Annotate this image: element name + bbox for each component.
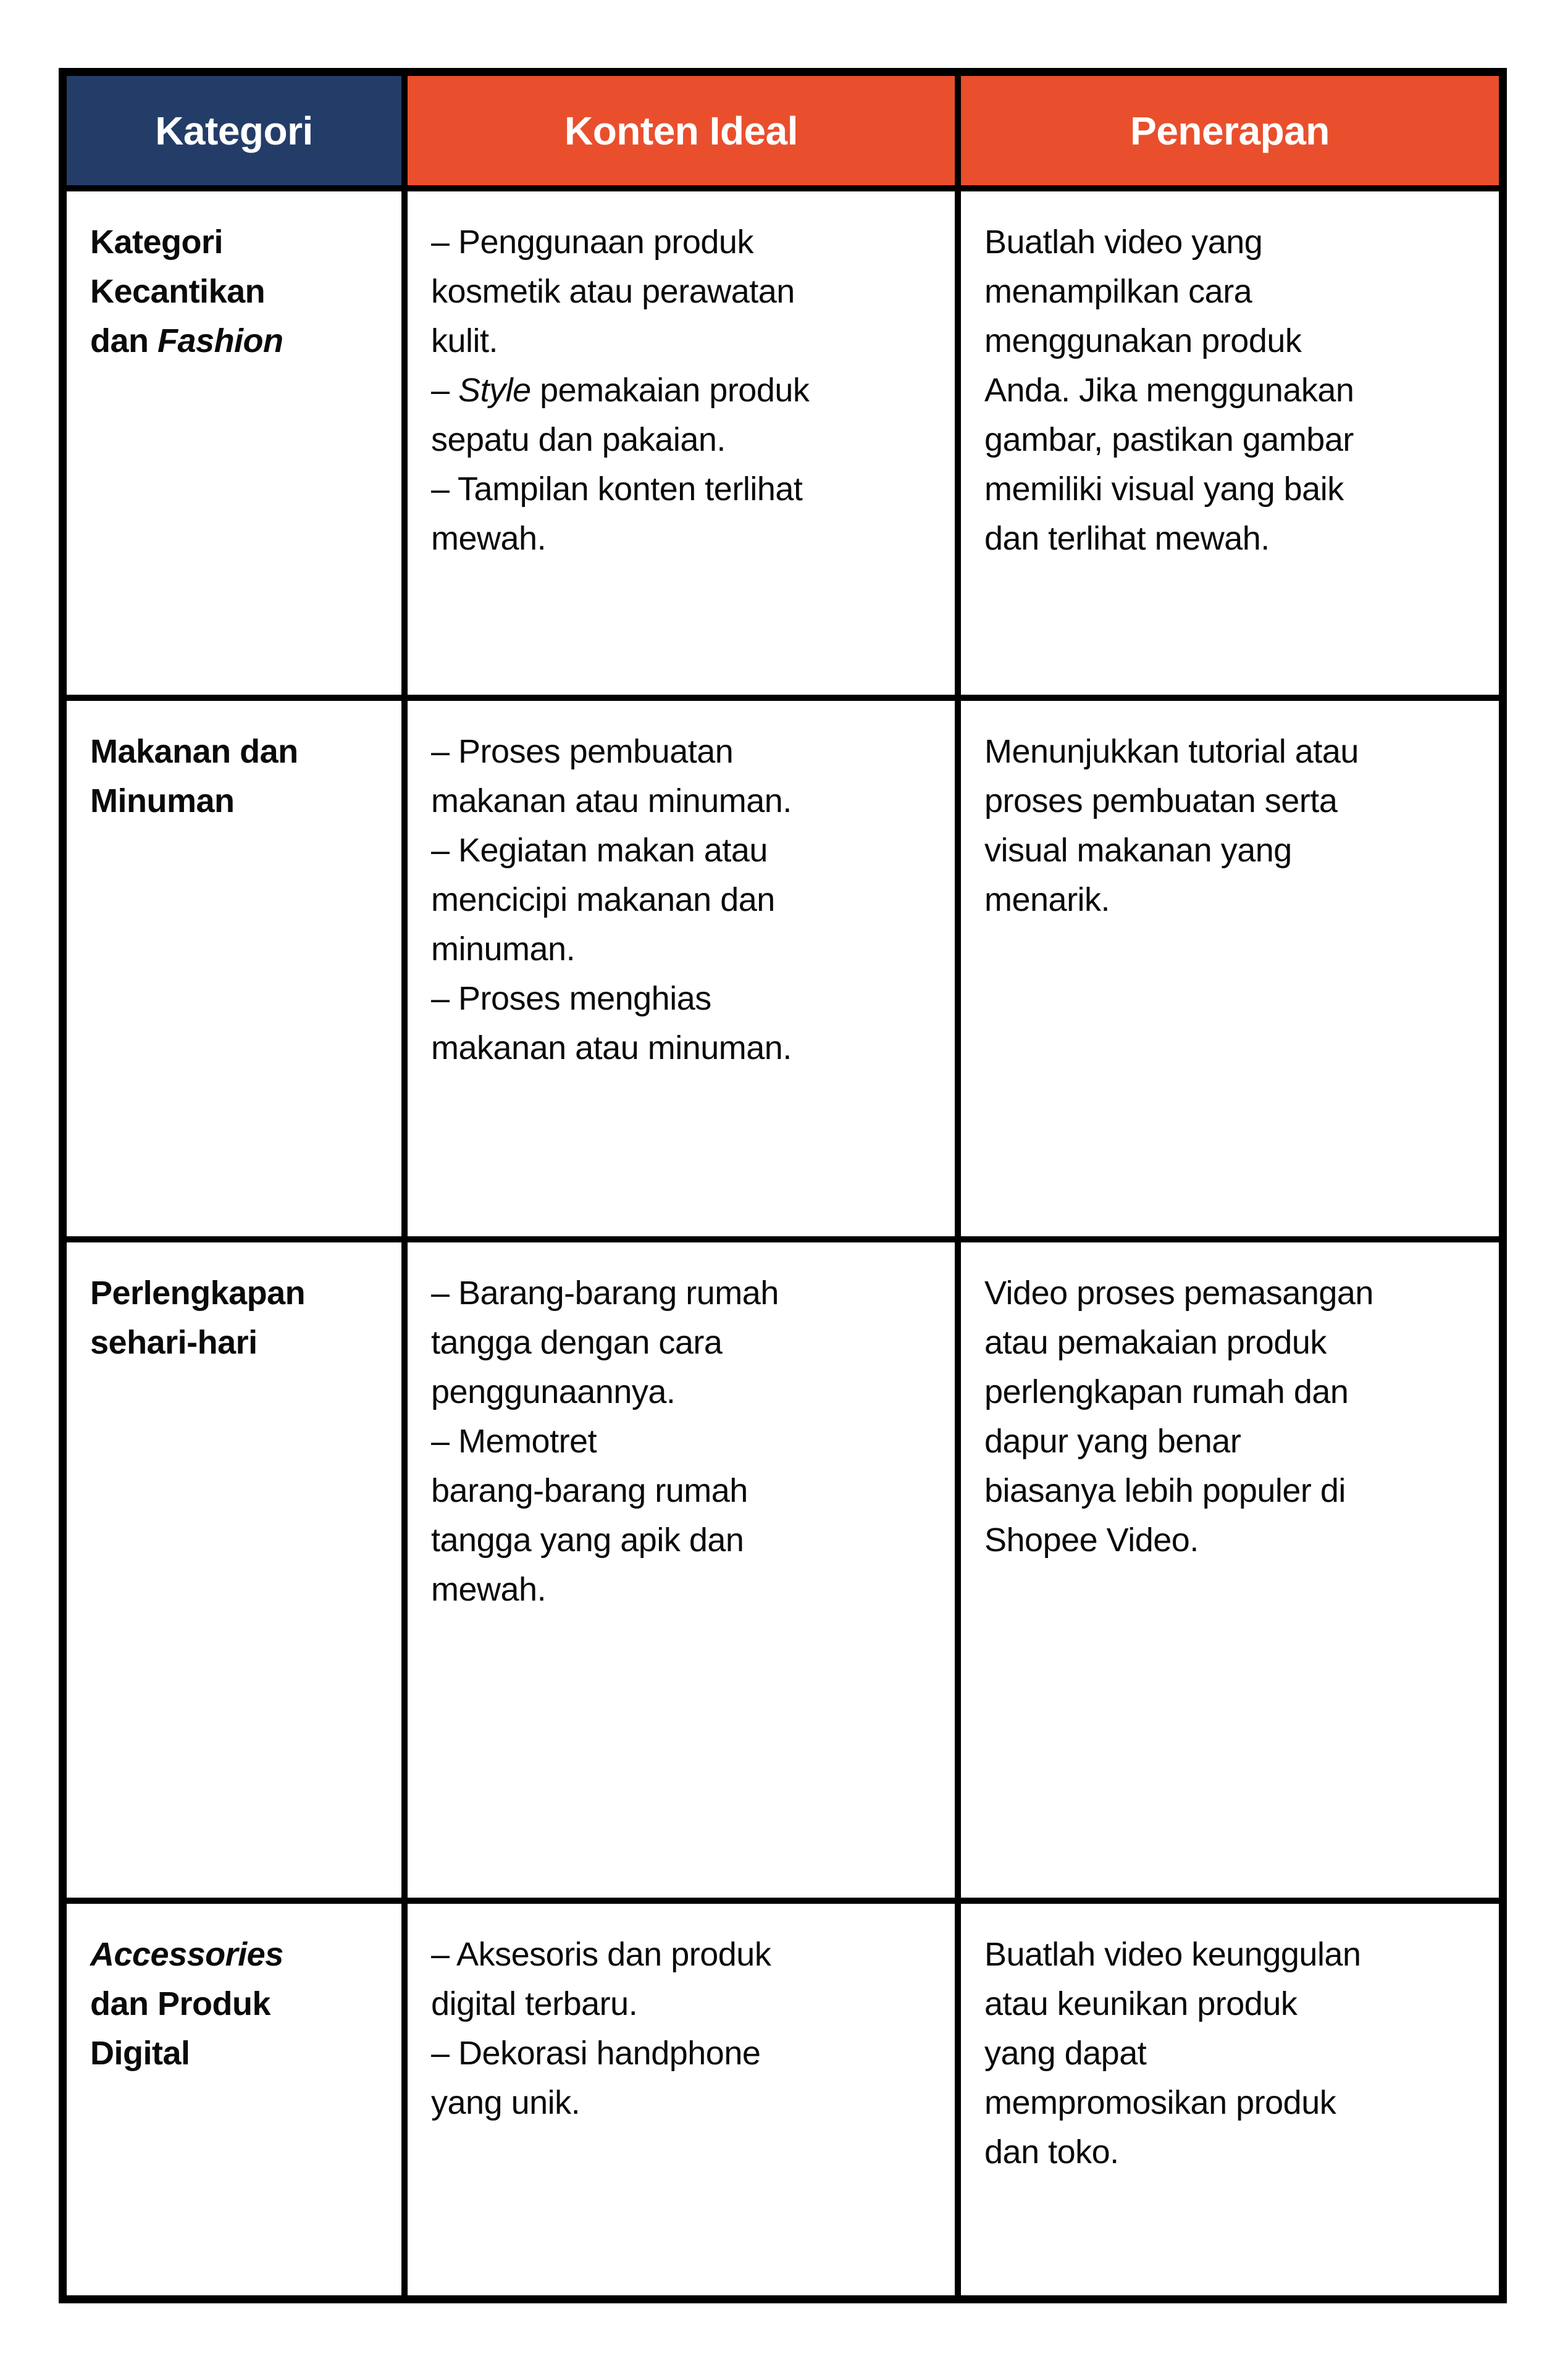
text-line [984, 1268, 1475, 1318]
text-segment: – Proses menghias [431, 980, 711, 1017]
text-segment: Kategori [90, 224, 224, 261]
text-segment: menggunakan produk [984, 322, 1302, 359]
text-segment: pemakaian produk [530, 372, 810, 409]
text-line [90, 267, 378, 316]
header-cell-konten-ideal: Konten Ideal [408, 76, 955, 185]
text-segment: – Kegiatan makan atau [431, 832, 768, 869]
text-segment: Digital [90, 2035, 190, 2072]
category-cell [67, 701, 401, 1236]
text-segment: menampilkan cara [984, 273, 1252, 310]
text-line [431, 875, 931, 924]
text-line [90, 1268, 378, 1318]
text-line [431, 924, 931, 974]
text-line [984, 267, 1475, 316]
text-line [431, 464, 931, 514]
text-line [431, 267, 931, 316]
text-segment: Makanan dan [90, 733, 298, 770]
text-segment: yang unik. [431, 2084, 581, 2121]
text-segment: dapur yang benar [984, 1423, 1241, 1460]
text-segment: Video proses pemasangan [984, 1275, 1373, 1312]
text-line [984, 464, 1475, 514]
konten-ideal-cell [408, 1242, 955, 1898]
text-segment: tangga yang apik dan [431, 1522, 744, 1559]
category-cell [67, 1242, 401, 1898]
text-line [984, 415, 1475, 464]
text-segment: Kecantikan [90, 273, 266, 310]
text-segment: yang dapat [984, 2035, 1147, 2072]
text-line [984, 1318, 1475, 1367]
text-segment: dan Produk [90, 1985, 271, 2022]
konten-ideal-cell [408, 1904, 955, 2295]
penerapan-cell [961, 191, 1499, 695]
text-line [431, 1318, 931, 1367]
text-line [984, 2127, 1475, 2177]
text-segment: visual makanan yang [984, 832, 1292, 869]
text-line [431, 514, 931, 563]
text-segment: Buatlah video yang [984, 224, 1263, 261]
penerapan-cell [961, 1904, 1499, 2295]
text-line [984, 1466, 1475, 1515]
text-segment: atau keunikan produk [984, 1985, 1298, 2022]
text-line [431, 974, 931, 1023]
text-segment: – Barang-barang rumah [431, 1275, 779, 1312]
text-segment: dan toko. [984, 2134, 1119, 2171]
text-segment: kulit. [431, 322, 498, 359]
text-line [431, 1515, 931, 1565]
text-line [431, 776, 931, 826]
text-segment: digital terbaru. [431, 1985, 638, 2022]
text-line [984, 776, 1475, 826]
text-segment: tangga dengan cara [431, 1324, 723, 1361]
text-segment: dan terlihat mewah. [984, 520, 1270, 557]
konten-ideal-cell [408, 191, 955, 695]
text-line [431, 727, 931, 776]
text-line [431, 2029, 931, 2078]
text-line [431, 1268, 931, 1318]
text-line [90, 2029, 378, 2078]
text-line [431, 415, 931, 464]
text-segment: atau pemakaian produk [984, 1324, 1327, 1361]
text-line [431, 826, 931, 875]
text-segment: – Tampilan konten terlihat [431, 471, 803, 508]
text-line [90, 727, 378, 776]
text-segment: sehari-hari [90, 1324, 258, 1361]
text-segment: barang-barang rumah [431, 1472, 748, 1509]
text-line [431, 1417, 931, 1466]
text-segment: – Penggunaan produk [431, 224, 753, 261]
category-cell [67, 191, 401, 695]
text-segment: Shopee Video. [984, 1522, 1199, 1559]
text-segment: Perlengkapan [90, 1275, 306, 1312]
text-line [984, 217, 1475, 267]
text-segment: gambar, pastikan gambar [984, 421, 1354, 458]
text-line [431, 1023, 931, 1073]
text-line [984, 1930, 1475, 1979]
text-line [984, 2078, 1475, 2127]
text-line [984, 1515, 1475, 1565]
text-line [984, 875, 1475, 924]
text-line [984, 1417, 1475, 1466]
text-segment: – Aksesoris dan produk [431, 1936, 771, 1973]
text-line [984, 826, 1475, 875]
text-segment: penggunaannya. [431, 1373, 676, 1410]
category-table [59, 68, 1507, 2303]
italic-text-segment: Accessories [90, 1936, 283, 1973]
text-line [984, 2029, 1475, 2078]
text-line [90, 1930, 378, 1979]
text-segment: – Dekorasi handphone [431, 2035, 761, 2072]
penerapan-cell [961, 701, 1499, 1236]
text-line [984, 514, 1475, 563]
text-segment: mencicipi makanan dan [431, 881, 775, 918]
text-line [90, 1979, 378, 2029]
text-line [90, 316, 378, 366]
text-segment: kosmetik atau perawatan [431, 273, 795, 310]
text-segment: makanan atau minuman. [431, 1029, 792, 1066]
header-cell-kategori: Kategori [67, 76, 401, 185]
text-segment: mewah. [431, 520, 547, 557]
text-line [431, 2078, 931, 2127]
text-segment: sepatu dan pakaian. [431, 421, 726, 458]
italic-text-segment: Style [458, 372, 531, 409]
text-line [90, 1318, 378, 1367]
penerapan-cell [961, 1242, 1499, 1898]
text-line [90, 776, 378, 826]
text-segment: – [431, 372, 459, 409]
text-line [984, 1979, 1475, 2029]
header-cell-penerapan: Penerapan [961, 76, 1499, 185]
text-line [431, 217, 931, 267]
text-segment: – Proses pembuatan [431, 733, 734, 770]
text-line [90, 217, 378, 267]
text-segment: Menunjukkan tutorial atau [984, 733, 1359, 770]
text-line [431, 1466, 931, 1515]
text-line [431, 1367, 931, 1417]
text-segment: perlengkapan rumah dan [984, 1373, 1349, 1410]
text-segment: mempromosikan produk [984, 2084, 1336, 2121]
text-segment: biasanya lebih populer di [984, 1472, 1346, 1509]
text-segment: dan [90, 322, 158, 359]
text-segment: mewah. [431, 1571, 547, 1608]
text-segment: makanan atau minuman. [431, 782, 792, 819]
text-segment: memiliki visual yang baik [984, 471, 1344, 508]
text-line [984, 1367, 1475, 1417]
text-segment: – Memotret [431, 1423, 597, 1460]
category-cell [67, 1904, 401, 2295]
text-line [984, 366, 1475, 415]
text-segment: menarik. [984, 881, 1110, 918]
text-line [431, 316, 931, 366]
text-segment: minuman. [431, 931, 576, 968]
text-line [431, 1565, 931, 1614]
text-line [984, 316, 1475, 366]
text-line [431, 1979, 931, 2029]
text-line [984, 727, 1475, 776]
text-segment: Buatlah video keunggulan [984, 1936, 1361, 1973]
text-segment: proses pembuatan serta [984, 782, 1338, 819]
italic-text-segment: Fashion [157, 322, 283, 359]
text-segment: Anda. Jika menggunakan [984, 372, 1354, 409]
text-line [431, 1930, 931, 1979]
text-segment: Minuman [90, 782, 235, 819]
konten-ideal-cell [408, 701, 955, 1236]
text-line [431, 366, 931, 415]
